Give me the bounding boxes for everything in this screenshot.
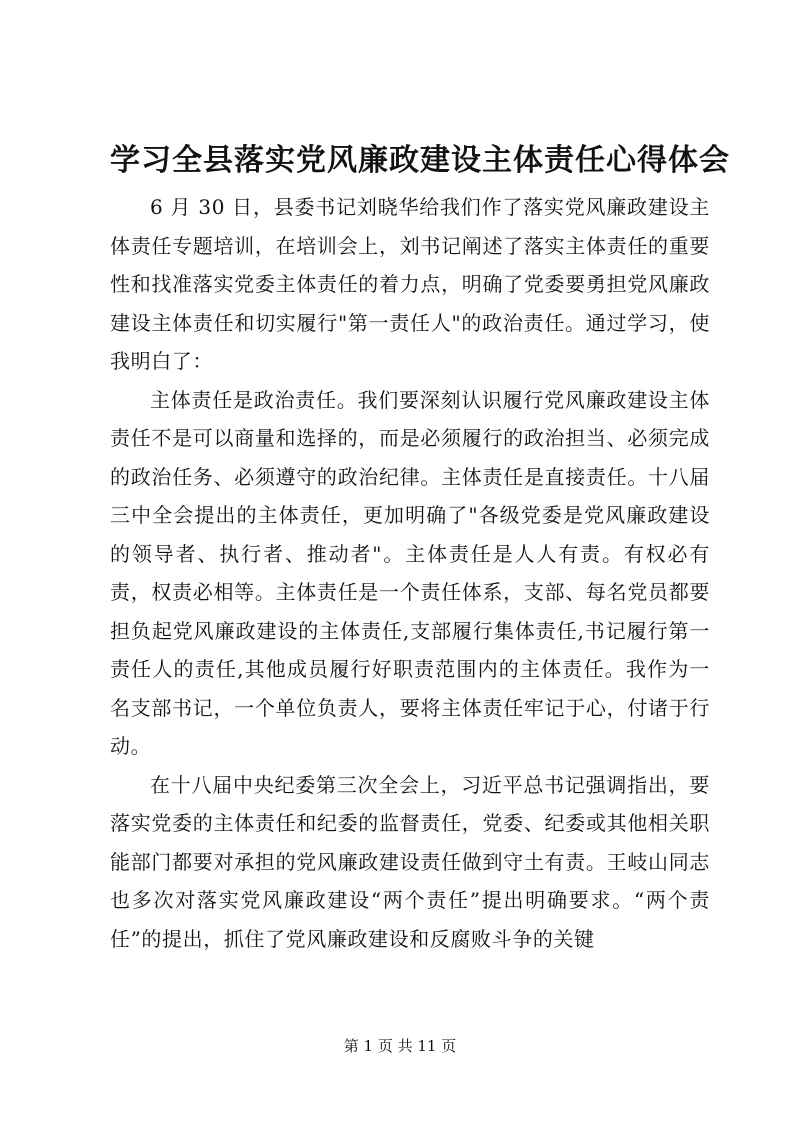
document-title: 学习全县落实党风廉政建设主体责任心得体会: [110, 143, 730, 178]
document-body: [110, 188, 710, 958]
page-number-footer: 第 1 页 共 11 页: [343, 1037, 457, 1055]
paragraph-3: 在十八届中央纪委第三次全会上，习近平总书记强调指出，要落实党委的主体责任和纪委的监督责任，党委、纪委或其他相关职能部门都要对承担的党风廉政建设责任做到守土有责。王岐山同志也多次对落实党风廉政建设“两个责任”提出明确要求。“两个责任”的提出，抓住了党风廉政建设和反腐败斗争的关键: [110, 772, 710, 951]
paragraph-1: 6 月 30 日，县委书记刘晓华给我们作了落实党风廉政建设主体责任专题培训，在培训会上，刘书记阐述了落实主体责任的重要性和找准落实党委主体责任的着力点，明确了党委要勇担党风廉政建设主体责任和切实履行"第一责任人"的政治责任。通过学习，使我明白了：: [110, 195, 710, 373]
paragraph-2: 主体责任是政治责任。我们要深刻认识履行党风廉政建设主体责任不是可以商量和选择的，而是必须履行的政治担当、必须完成的政治任务、必须遵守的政治纪律。主体责任是直接责任。十八届三中全会提出的主体责任，更加明确了"各级党委是党风廉政建设的领导者、执行者、推动者"。主体责任是人人有责。有权必有责，权责必相等。主体责任是一个责任体系，支部、每名党员都要担负起党风廉政建设的主体责任,支部履行集体责任,书记履行第一责任人的责任,其他成员履行好职责范围内的主体责任。我作为一名支部书记，一个单位负责人，要将主体责任牢记于心，付诸于行动。: [110, 387, 710, 758]
